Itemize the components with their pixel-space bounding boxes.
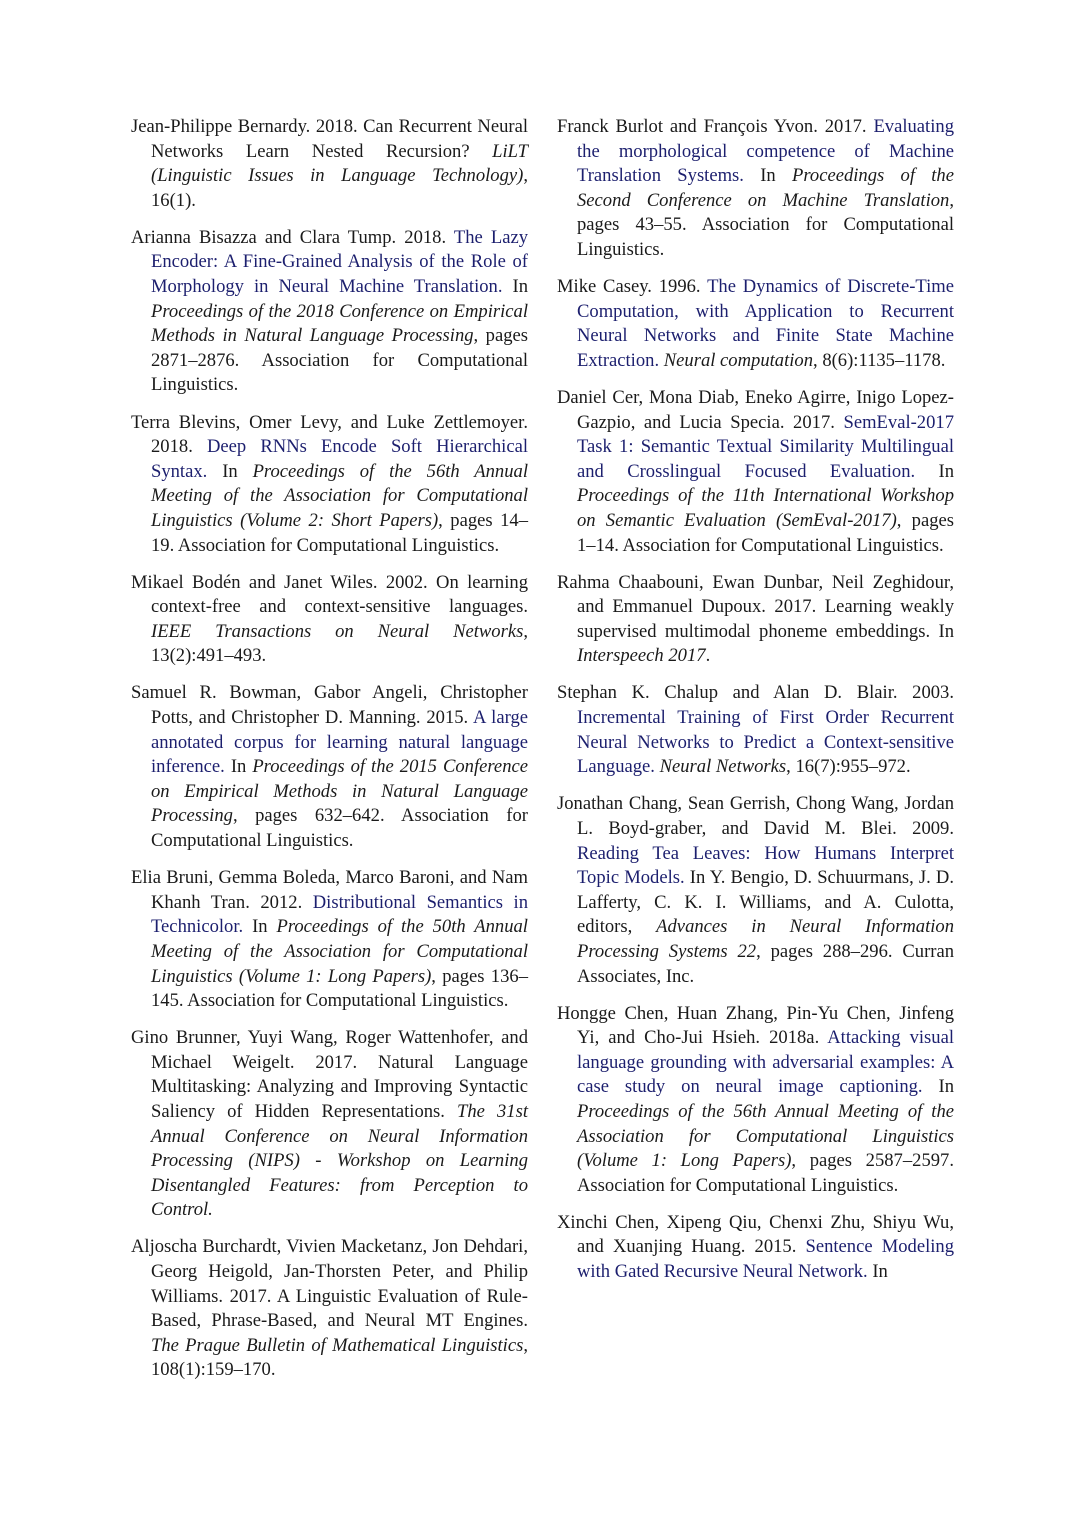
reference-text: In bbox=[243, 916, 277, 938]
reference-text: In bbox=[915, 460, 955, 482]
reference-text: Rahma Chaabouni, Ewan Dunbar, Neil Zeghidour, and Emmanuel Dupoux. 2017. Learning weakly supervised multimodal phoneme embeddings. In bbox=[557, 571, 954, 642]
reference-text: Franck Burlot and François Yvon. 2017. bbox=[557, 116, 874, 137]
reference-venue: Proceedings of the 2018 Conference on Empirical Methods in Natural Language Processing bbox=[151, 300, 528, 347]
reference-venue: LiLT (Linguistic Issues in Language Technology) bbox=[151, 140, 528, 187]
reference-text: In bbox=[867, 1261, 888, 1283]
reference-title-link[interactable]: The Lazy Encoder: A Fine-Grained Analysis of the Role of Morphology in Neural Machine Translation. bbox=[151, 226, 529, 298]
reference-title-link[interactable]: Sentence Modeling with Gated Recursive Neural Network. bbox=[577, 1236, 954, 1283]
reference-entry-brunner2017 bbox=[131, 1026, 528, 1223]
reference-venue: The 31st Annual Conference on Neural Information Processing (NIPS) - Workshop on Learning Disentangled Features: from Perception to Control. bbox=[151, 1100, 528, 1221]
reference-text: , 108(1):159–170. bbox=[151, 1334, 528, 1381]
reference-text: , 16(1). bbox=[151, 165, 528, 211]
reference-entry-casey1996 bbox=[557, 275, 954, 373]
references-right-column bbox=[557, 115, 954, 1297]
reference-entry-chang2009 bbox=[557, 792, 954, 989]
reference-text: Jean-Philippe Bernardy. 2018. Can Recurrent Neural Networks Learn Nested Recursion? bbox=[131, 116, 528, 162]
reference-text: , pages 288–296. Curran Associates, Inc. bbox=[577, 940, 954, 987]
reference-text: . bbox=[705, 645, 711, 667]
reference-text: , 16(7):955–972. bbox=[786, 756, 911, 778]
reference-venue: Proceedings of the 56th Annual Meeting of the Association for Computational Linguistics (Volume 1: Long Papers) bbox=[577, 1100, 954, 1172]
reference-text: Elia Bruni, Gemma Boleda, Marco Baroni, and Nam Khanh Tran. 2012. bbox=[131, 867, 528, 913]
reference-text: Mike Casey. 1996. bbox=[557, 276, 708, 298]
reference-entry-burlot2017 bbox=[557, 115, 954, 263]
reference-entry-burchardt2017 bbox=[131, 1235, 528, 1383]
reference-entry-chen2018a bbox=[557, 1002, 954, 1199]
reference-venue: Proceedings of the Second Conference on Machine Translation bbox=[577, 165, 954, 211]
reference-entry-bruni2012 bbox=[131, 866, 528, 1014]
reference-text: , pages 136–145. Association for Computational Linguistics. bbox=[151, 965, 528, 1012]
reference-venue: Proceedings of the 11th International Workshop on Semantic Evaluation (SemEval-2017) bbox=[577, 485, 954, 531]
reference-title-link[interactable]: The Dynamics of Discrete-Time Computation, with Application to Recurrent Neural Networks and Finite State Machine Extraction. bbox=[577, 276, 954, 371]
reference-title-link[interactable]: Evaluating the morphological competence of Machine Translation Systems. bbox=[577, 116, 954, 187]
reference-text: Arianna Bisazza and Clara Tump. 2018. bbox=[131, 226, 454, 248]
reference-venue: Neural computation bbox=[663, 349, 814, 371]
reference-text: Xinchi Chen, Xipeng Qiu, Chenxi Zhu, Shiyu Wu, and Xuanjing Huang. 2015. bbox=[557, 1211, 954, 1258]
reference-text: , 8(6):1135–1178. bbox=[813, 349, 946, 371]
reference-text: In Y. Bengio, D. Schuurmans, J. D. Lafferty, C. K. I. Williams, and A. Culotta, editors, bbox=[577, 867, 954, 938]
reference-entry-cer2017 bbox=[557, 386, 954, 558]
reference-text: , pages 14–19. Association for Computational Linguistics. bbox=[151, 509, 529, 556]
reference-venue: Proceedings of the 56th Annual Meeting of the Association for Computational Linguistics (Volume 2: Short Papers) bbox=[151, 460, 528, 531]
reference-text: Daniel Cer, Mona Diab, Eneko Agirre, Inigo Lopez-Gazpio, and Lucia Specia. 2017. bbox=[557, 386, 954, 433]
reference-text: , pages 632–642. Association for Computational Linguistics. bbox=[151, 805, 528, 852]
reference-text: In bbox=[207, 460, 253, 482]
reference-venue: Proceedings of the 2015 Conference on Empirical Methods in Natural Language Processing bbox=[151, 756, 528, 827]
reference-title-link[interactable]: Distributional Semantics in Technicolor. bbox=[151, 891, 528, 938]
reference-entry-bowman2015 bbox=[131, 681, 528, 853]
reference-text: Hongge Chen, Huan Zhang, Pin-Yu Chen, Jinfeng Yi, and Cho-Jui Hsieh. 2018a. bbox=[557, 1002, 954, 1049]
reference-venue: Proceedings of the 50th Annual Meeting of the Association for Computational Linguistics (Volume 1: Long Papers) bbox=[151, 916, 528, 987]
reference-entry-blevins2018 bbox=[131, 411, 528, 559]
references-left-column bbox=[131, 115, 528, 1396]
reference-text: Jonathan Chang, Sean Gerrish, Chong Wang, Jordan L. Boyd-graber, and David M. Blei. 2009. bbox=[557, 793, 954, 839]
reference-entry-bernardy2018 bbox=[131, 115, 528, 213]
reference-entry-chalup2003 bbox=[557, 681, 954, 779]
reference-text: Mikael Bodén and Janet Wiles. 2002. On learning context-free and context-sensitive languages. bbox=[131, 571, 528, 618]
reference-text: In bbox=[922, 1076, 954, 1098]
reference-venue: Neural Networks bbox=[659, 756, 787, 778]
reference-text: , 13(2):491–493. bbox=[151, 620, 528, 667]
reference-text: Terra Blevins, Omer Levy, and Luke Zettlemoyer. 2018. bbox=[131, 411, 528, 458]
reference-title-link[interactable]: Incremental Training of First Order Recurrent Neural Networks to Predict a Context-sensitive Language. bbox=[577, 707, 954, 778]
reference-title-link[interactable]: A large annotated corpus for learning natural language inference. bbox=[151, 707, 529, 778]
reference-text: In bbox=[502, 276, 528, 298]
reference-entry-bisazza2018 bbox=[131, 226, 528, 398]
reference-venue: Interspeech 2017 bbox=[577, 645, 706, 667]
reference-text: Gino Brunner, Yuyi Wang, Roger Wattenhofer, and Michael Weigelt. 2017. Natural Language Multitasking: Analyzing and Improving Syntactic Saliency of Hidden Representations. bbox=[131, 1027, 528, 1122]
reference-text: , pages 43–55. Association for Computational Linguistics. bbox=[577, 189, 954, 260]
reference-title-link[interactable]: SemEval-2017 Task 1: Semantic Textual Similarity Multilingual and Crosslingual Focused Evaluation. bbox=[577, 411, 954, 482]
reference-text: In bbox=[224, 756, 253, 778]
reference-entry-chaabouni2017 bbox=[557, 571, 954, 669]
reference-entry-chen2015 bbox=[557, 1211, 954, 1285]
reference-entry-boden2002 bbox=[131, 571, 528, 669]
reference-text: , pages 1–14. Association for Computational Linguistics. bbox=[577, 509, 954, 556]
reference-text: Aljoscha Burchardt, Vivien Macketanz, Jon Dehdari, Georg Heigold, Jan-Thorsten Peter, and Philip Williams. 2017. A Linguistic Evaluation of Rule-Based, Phrase-Based, and Neural MT Engines. bbox=[131, 1236, 528, 1332]
reference-text: Stephan K. Chalup and Alan D. Blair. 2003. bbox=[557, 682, 954, 704]
reference-text: Samuel R. Bowman, Gabor Angeli, Christopher Potts, and Christopher D. Manning. 2015. bbox=[131, 682, 528, 729]
reference-text: In bbox=[743, 165, 792, 187]
reference-title-link[interactable]: Attacking visual language grounding with adversarial examples: A case study on neural image captioning. bbox=[577, 1027, 955, 1098]
reference-venue: The Prague Bulletin of Mathematical Linguistics bbox=[151, 1334, 524, 1356]
reference-title-link[interactable]: Reading Tea Leaves: How Humans Interpret Topic Models. bbox=[577, 842, 954, 889]
reference-text: , pages 2871–2876. Association for Computational Linguistics. bbox=[151, 325, 528, 396]
reference-venue: Advances in Neural Information Processing Systems 22 bbox=[577, 916, 955, 962]
reference-text: , pages 2587–2597. Association for Computational Linguistics. bbox=[577, 1150, 954, 1196]
reference-title-link[interactable]: Deep RNNs Encode Soft Hierarchical Syntax. bbox=[151, 436, 528, 482]
reference-venue: IEEE Transactions on Neural Networks bbox=[151, 620, 524, 642]
